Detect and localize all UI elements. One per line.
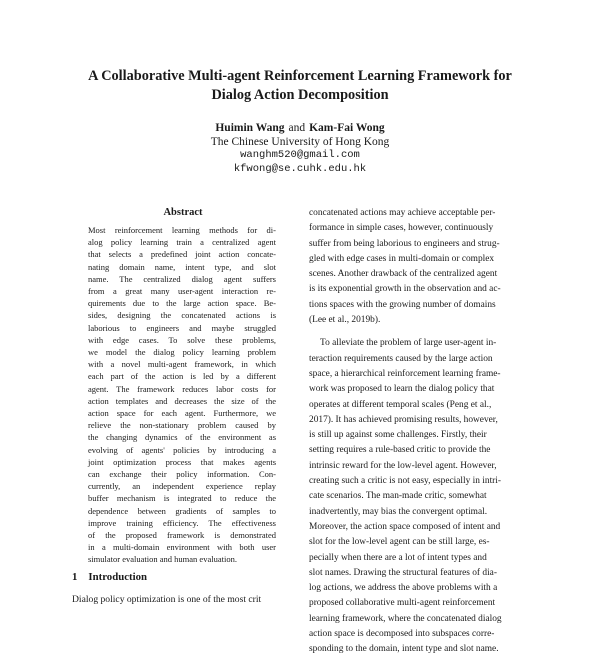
body-line: teraction requirements caused by the large action [309,353,493,364]
abstract-line: nating domain name, intent type, and slot [88,261,276,272]
paper-title [60,67,540,105]
abstract-line: sides, designing the concatenated actions is [88,310,276,321]
body-line: Moreover, the action space composed of intent and [309,521,501,532]
abstract-line: relieve the non-stationary problem caused by [88,420,276,431]
abstract-line: alog policy learning train a centralized agent [88,237,276,248]
abstract-line: the changing dynamics of the environment as [88,432,276,443]
body-line: operates at different temporal scales (Peng et al., [309,399,492,410]
body-line: pecially when there are a lot of intent types and [309,552,487,563]
title-line-1: A Collaborative Multi-agent Reinforcement Learning Framework for [88,68,512,84]
section-heading-introduction [72,571,147,584]
abstract-line: laborious to engineers and maybe struggled [88,322,276,333]
body-line: is its exponential growth in the observation and ac- [309,284,501,295]
author-1: Huimin Wang [215,122,285,134]
affiliation: The Chinese University of Hong Kong [210,136,390,148]
body-line: concatenated actions may achieve acceptable per- [309,208,496,218]
abstract-line: agent. The framework reduces labor costs for [88,383,276,394]
body-line: creating such a critic is not easy, especially in intri- [309,476,502,487]
abstract-heading: Abstract [163,207,203,218]
abstract-line: improve training efficiency. The effectiveness [88,517,276,528]
body-line: suffer from being laborious to engineers and strug- [309,238,500,249]
abstract-line: in a multi-domain environment with both user [88,542,276,553]
section-number: 1 [72,571,78,583]
body-line: slot names. Drawing the structural features of dia- [309,567,497,578]
email-2: kfwong@se.cuhk.edu.hk [233,163,367,175]
abstract-line: joint optimization process that makes agents [88,456,276,467]
paragraph-gap [309,328,531,336]
body-line: slot for the low-level agent can be still large, es- [309,537,490,548]
abstract-line: of the proposed framework is demonstrated [88,530,276,541]
abstract-line: dependence between gradients of samples to [88,505,276,516]
body-line: space, a hierarchical reinforcement learning frame- [309,368,501,379]
intro-first-line: Dialog policy optimization is one of the most crit [72,594,262,605]
body-line: (Lee et al., 2019b). [309,315,381,326]
body-line: gled with edge cases in multi-domain or complex [309,253,495,264]
body-line: inadvertently, may bias the convergent optimal. [309,506,488,517]
body-line: is still up against some challenges. Firstly, their [309,430,487,441]
abstract-line: name. The centralized dialog agent suffers [88,273,276,284]
abstract-line: action space for each agent. Furthermore, we [88,408,276,419]
abstract-line: Most reinforcement learning methods for di- [88,225,276,235]
abstract-body [88,224,276,566]
abstract-line: quirements due to the large action space. Be- [88,298,276,309]
body-line: cate scenarios. The man-made critic, somewhat [309,491,487,502]
body-line: log actions, we address the above problems with a [309,583,498,594]
body-line: To alleviate the problem of large user-agent in- [320,338,497,349]
right-column-text [309,206,531,658]
body-line: 2017). It has achieved promising results, however, [309,414,498,425]
body-line: setting requires a rule-based critic to provide the [309,445,491,456]
body-line: formance in simple cases, however, continuously [309,223,494,234]
body-line: action space is decomposed into subspaces corre- [309,629,495,640]
body-line: learning framework, where the concatenated dialog [309,613,502,624]
body-line: work was proposed to learn the dialog policy that [309,384,495,395]
abstract-line: with edge cases. To solve these problems, [88,334,276,345]
body-line: proposed collaborative multi-agent reinforcement [309,598,496,609]
abstract-line: evolving of agents' policies by introducing a [88,444,276,455]
abstract-line: that selects a predefined joint action concate- [88,249,276,260]
body-line: scenes. Another drawback of the centralized agent [309,269,498,280]
email-1: wanghm520@gmail.com [240,149,360,161]
author-names [60,121,540,135]
abstract-line: buffer mechanism is integrated to reduce the [88,493,276,504]
author-2: Kam-Fai Wong [309,122,385,134]
abstract-line: we model the dialog policy learning problem [88,347,276,358]
body-line: tions spaces with the growing number of domains [309,299,496,310]
section-title: Introduction [88,571,148,583]
body-line: sponding to the domain, intent type and slot name. [309,644,499,655]
body-line: intrinsic reward for the low-level agent. However, [309,460,497,471]
abstract-line: with a novel multi-agent framework, in which [88,359,276,370]
title-line-2: Dialog Action Decomposition [211,87,389,103]
author-conjunction: and [288,122,306,134]
abstract-line: currently, an independent experience replay [88,481,276,492]
abstract-line: simulator evaluation and human evaluation. [88,554,237,565]
abstract-line: from a great many user-agent interaction re- [88,286,276,297]
abstract-line: each part of the action is led by a different [88,371,276,382]
abstract-line: can exchange their policy information. Con- [88,469,276,480]
abstract-line: action templates and decreases the size of the [88,395,276,406]
